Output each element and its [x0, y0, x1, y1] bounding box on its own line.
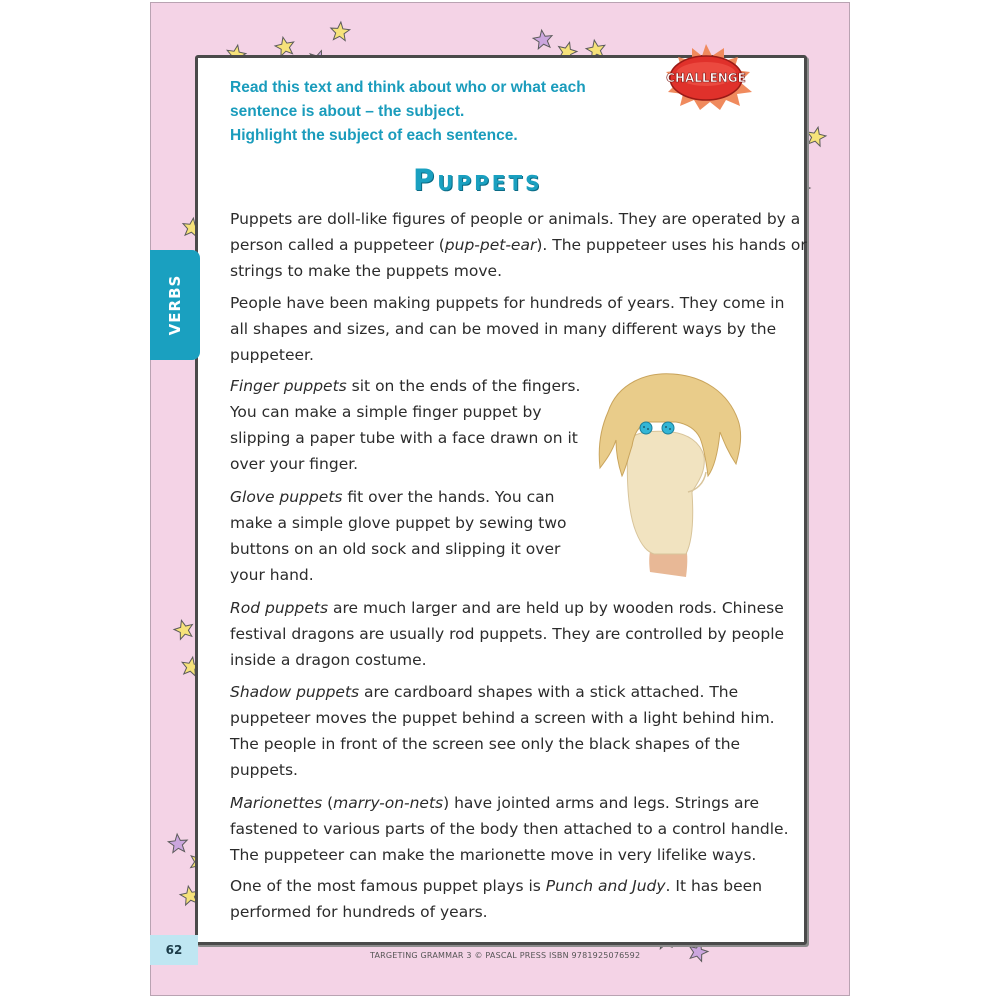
text-line: Puppets are doll-like figures of people or animals. They are operated by a [230, 210, 801, 228]
page-number: 62 [150, 935, 198, 965]
subject-term: Rod puppets [230, 599, 329, 617]
text-line: all shapes and sizes, and can be moved in many different ways by the [230, 320, 777, 338]
text-line: performed for hundreds of years. [230, 903, 488, 921]
text-line: strings to make the puppets move. [230, 262, 503, 280]
text-line: fastened to various parts of the body then attached to a control handle. [230, 820, 789, 838]
text-line: buttons on an old sock and slipping it over [230, 540, 561, 558]
subject-term: Finger puppets [230, 377, 347, 395]
text-line: ) have jointed arms and legs. Strings are [443, 794, 760, 812]
pronunciation: pup-pet-ear [444, 236, 537, 254]
text-line: People have been making puppets for hundreds of years. They come in [230, 294, 785, 312]
text-line: person called a puppeteer ( [230, 236, 445, 254]
paragraph-2 [230, 290, 784, 368]
text-line: sit on the ends of the fingers. [346, 377, 581, 395]
paragraph-3 [230, 373, 580, 477]
section-tab-label: VERBS [166, 274, 184, 336]
button-eye-icon [640, 422, 652, 434]
paragraph-8 [230, 873, 762, 925]
text-line: your hand. [230, 566, 314, 584]
subject-term: Glove puppets [230, 488, 343, 506]
text-line: puppeteer. [230, 346, 314, 364]
star-icon [168, 833, 189, 853]
text-line: slipping a paper tube with a face drawn on it [230, 429, 578, 447]
paragraph-1 [230, 206, 807, 284]
paragraph-7 [230, 790, 789, 868]
text-line: The puppeteer can make the marionette move in very lifelike ways. [230, 846, 757, 864]
instructions [230, 76, 650, 148]
text-line: over your finger. [230, 455, 359, 473]
text-line: fit over the hands. You can [342, 488, 555, 506]
text-line: festival dragons are usually rod puppets. They are controlled by people [230, 625, 785, 643]
text-line: One of the most famous puppet plays is [230, 877, 546, 895]
instruction-line: Read this text and think about who or what each [230, 79, 586, 96]
challenge-badge-label: CHALLENGE [666, 71, 746, 85]
text-line: ). The puppeteer uses his hands or [536, 236, 807, 254]
star-icon [330, 21, 351, 41]
text-line: The people in front of the screen see only the black shapes of the [230, 735, 741, 753]
subject-term: Marionettes [230, 794, 323, 812]
paragraph-5 [230, 595, 784, 673]
section-tab [150, 250, 200, 360]
paragraph-6 [230, 679, 775, 783]
sock-puppet-image [588, 372, 748, 577]
instruction-line: Highlight the subject of each sentence. [230, 127, 518, 144]
footer-credit: TARGETING GRAMMAR 3 © PASCAL PRESS ISBN 9781925076592 [370, 951, 641, 960]
star-icon [274, 35, 296, 57]
burst-icon [654, 42, 758, 112]
instruction-line: sentence is about – the subject. [230, 103, 465, 120]
text-line: puppets. [230, 761, 298, 779]
subject-term: Shadow puppets [230, 683, 360, 701]
text-line: You can make a simple finger puppet by [230, 403, 542, 421]
text-line: puppeteer moves the puppet behind a screen with a light behind him. [230, 709, 775, 727]
star-icon [172, 618, 195, 640]
text-line: . It has been [665, 877, 763, 895]
pronunciation: marry-on-nets [333, 794, 444, 812]
page-title: Puppets [413, 163, 543, 197]
play-title: Punch and Judy [545, 877, 666, 895]
star-icon [532, 29, 553, 50]
text-line: are cardboard shapes with a stick attached. The [359, 683, 739, 701]
challenge-badge [654, 42, 758, 112]
text-line: are much larger and are held up by wooden rods. Chinese [328, 599, 784, 617]
paragraph-4 [230, 484, 567, 588]
button-eye-icon [662, 422, 674, 434]
text-line: inside a dragon costume. [230, 651, 427, 669]
text-line: ( [322, 794, 334, 812]
text-line: make a simple glove puppet by sewing two [230, 514, 567, 532]
star-icon [805, 125, 827, 147]
